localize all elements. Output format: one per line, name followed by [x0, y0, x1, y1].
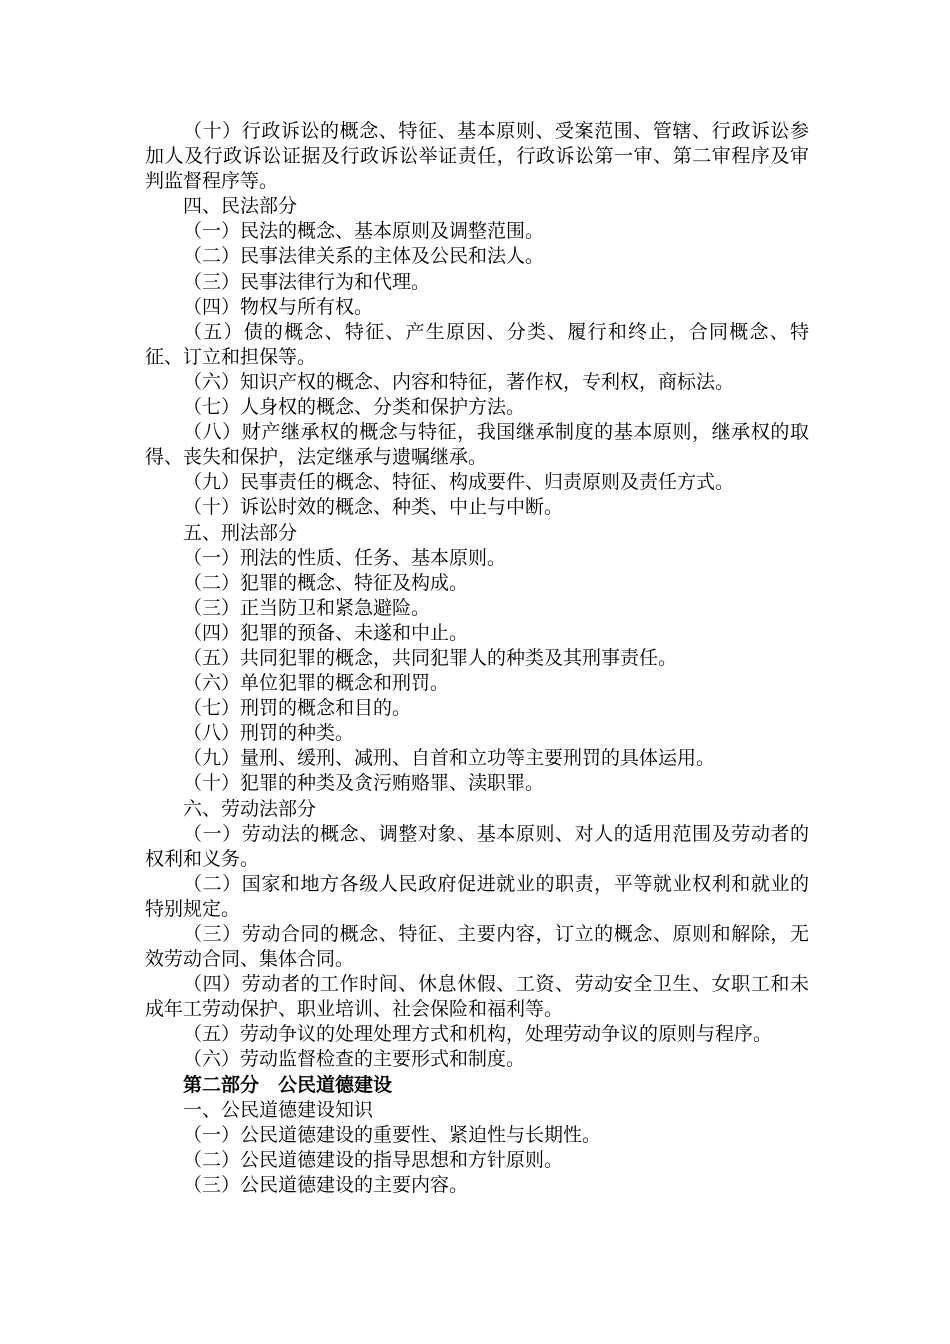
list-item: （二）公民道德建设的指导思想和方针原则。 — [183, 1148, 564, 1171]
list-item: （一）民法的概念、基本原则及调整范围。 — [183, 220, 545, 243]
list-item: （二）国家和地方各级人民政府促进就业的职责，平等就业权利和就业的特别规定。 — [145, 872, 809, 920]
list-item: （一）劳动法的概念、调整对象、基本原则、对人的适用范围及劳动者的权利和义务。 — [145, 822, 809, 870]
list-item: （六）单位犯罪的概念和刑罚。 — [183, 672, 450, 695]
list-item: （四）犯罪的预备、未遂和中止。 — [183, 621, 469, 644]
list-item: （四）劳动者的工作时间、休息休假、工资、劳动安全卫生、女职工和未成年工劳动保护、职业培训、社会保险和福利等。 — [145, 973, 809, 1021]
list-item: （三）正当防卫和紧急避险。 — [183, 596, 431, 619]
list-item: （五）共同犯罪的概念，共同犯罪人的种类及其刑事责任。 — [183, 646, 678, 669]
section-heading: 五、刑法部分 — [183, 521, 298, 544]
section-heading: 四、民法部分 — [183, 195, 298, 218]
list-item: （十）犯罪的种类及贪污贿赂罪、渎职罪。 — [183, 772, 545, 795]
list-item: （一）公民道德建设的重要性、紧迫性与长期性。 — [183, 1123, 602, 1146]
list-item: （二）民事法律关系的主体及公民和法人。 — [183, 245, 545, 268]
list-item: （六）劳动监督检查的主要形式和制度。 — [183, 1048, 526, 1071]
section-heading: 一、公民道德建设知识 — [183, 1098, 374, 1121]
part-heading: 第二部分 公民道德建设 — [183, 1073, 393, 1096]
list-item: （五）劳动争议的处理处理方式和机构，处理劳动争议的原则与程序。 — [183, 1023, 773, 1046]
list-item: （一）刑法的性质、任务、基本原则。 — [183, 546, 507, 569]
list-item: （十）诉讼时效的概念、种类、中止与中断。 — [183, 496, 564, 519]
section-heading: 六、劳动法部分 — [183, 797, 317, 820]
list-item: （九）量刑、缓刑、减刑、自首和立功等主要刑罚的具体运用。 — [183, 747, 716, 770]
paragraph: （十）行政诉讼的概念、特征、基本原则、受案范围、管辖、行政诉讼参加人及行政诉讼证据及行政诉讼举证责任，行政诉讼第一审、第二审程序及审判监督程序等。 — [145, 120, 809, 193]
list-item: （七）人身权的概念、分类和保护方法。 — [183, 396, 526, 419]
list-item: （六）知识产权的概念、内容和特征，著作权，专利权，商标法。 — [183, 370, 735, 393]
list-item: （五）债的概念、特征、产生原因、分类、履行和终止，合同概念、特征、订立和担保等。 — [145, 320, 809, 368]
list-item: （七）刑罚的概念和目的。 — [183, 697, 412, 720]
list-item: （三）公民道德建设的主要内容。 — [183, 1173, 469, 1196]
list-item: （二）犯罪的概念、特征及构成。 — [183, 571, 469, 594]
list-item: （三）劳动合同的概念、特征、主要内容，订立的概念、原则和解除，无效劳动合同、集体合同。 — [145, 923, 809, 971]
list-item: （四）物权与所有权。 — [183, 295, 374, 318]
list-item: （八）刑罚的种类。 — [183, 722, 355, 745]
list-item: （九）民事责任的概念、特征、构成要件、归责原则及责任方式。 — [183, 471, 735, 494]
list-item: （三）民事法律行为和代理。 — [183, 270, 431, 293]
document-page — [145, 119, 809, 1198]
list-item: （八）财产继承权的概念与特征，我国继承制度的基本原则，继承权的取得、丧失和保护，法定继承与遗嘱继承。 — [145, 421, 809, 469]
